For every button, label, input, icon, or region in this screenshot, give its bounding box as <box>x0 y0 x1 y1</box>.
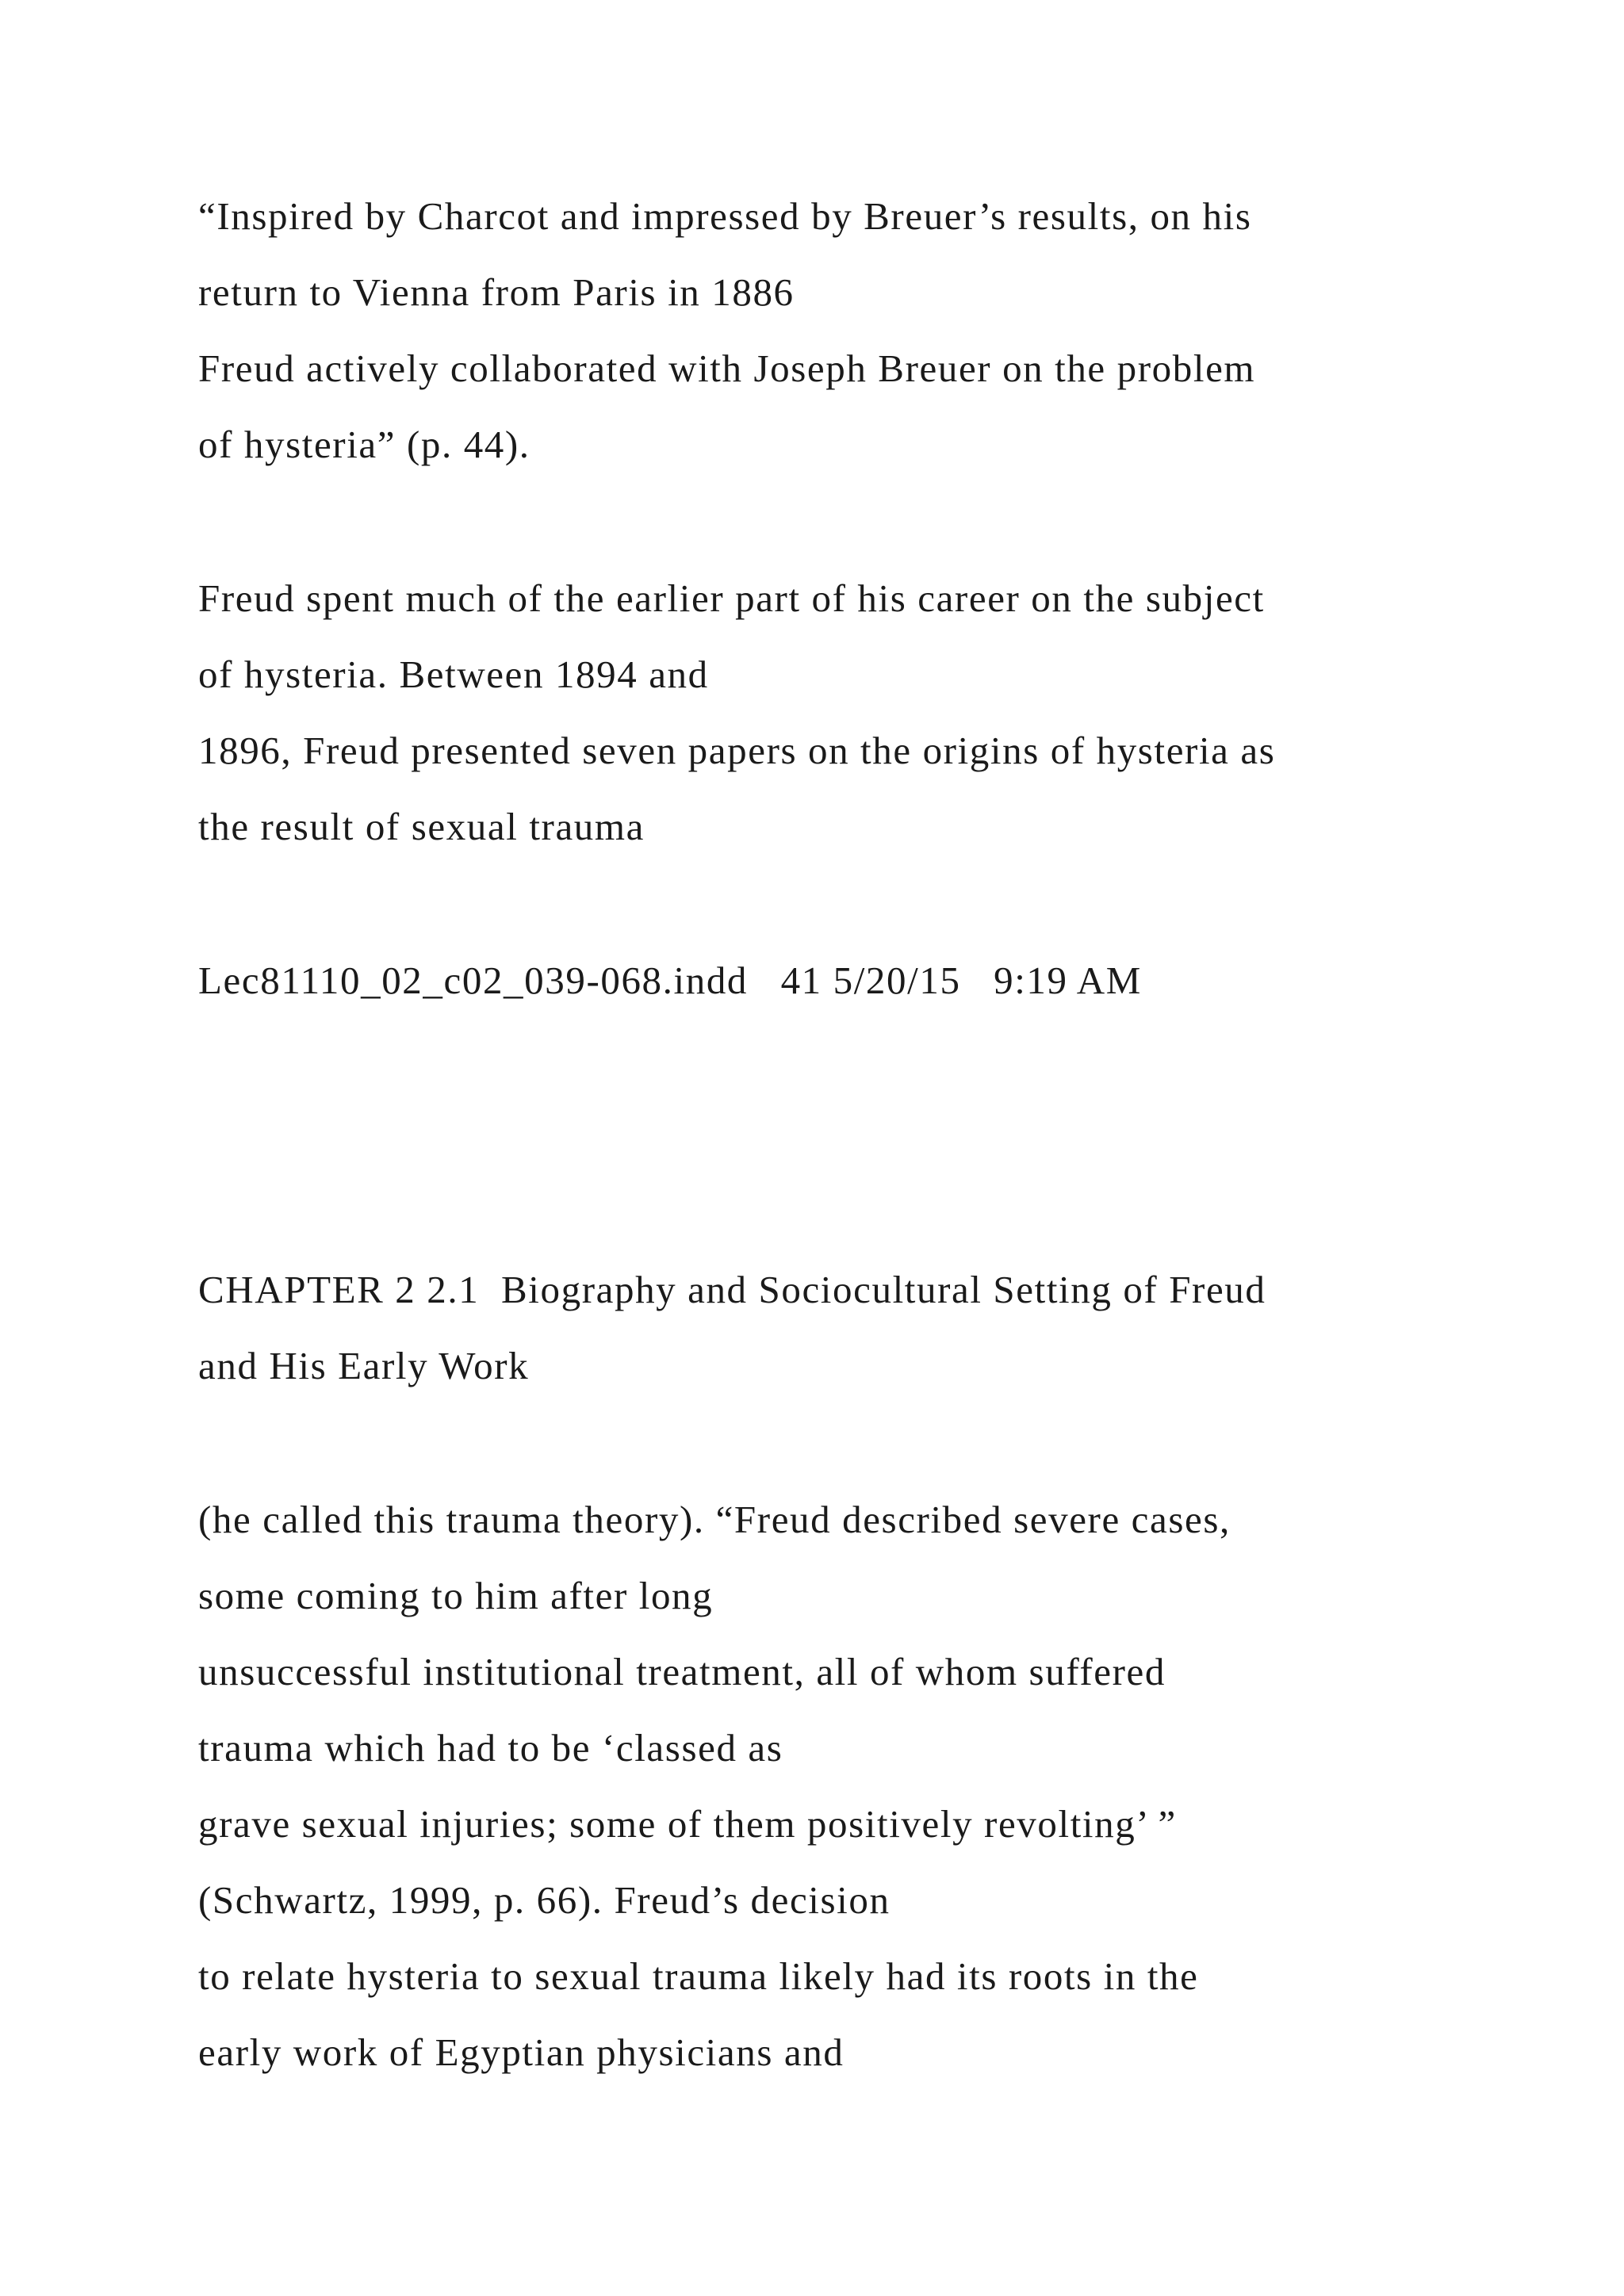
text-line: Freud spent much of the earlier part of his career on the subject <box>198 576 1265 620</box>
text-line: trauma which had to be ‘classed as <box>198 1726 783 1770</box>
text-line: Freud actively collaborated with Joseph Breuer on the problem <box>198 346 1256 390</box>
text-line: early work of Egyptian physicians and <box>198 2030 845 2074</box>
text-line: unsuccessful institutional treatment, all of whom suffered <box>198 1650 1166 1693</box>
text-line: (Schwartz, 1999, p. 66). Freud’s decision <box>198 1878 891 1922</box>
text-line: of hysteria. Between 1894 and <box>198 652 709 696</box>
text-line: return to Vienna from Paris in 1886 <box>198 270 795 314</box>
text-line: (he called this trauma theory). “Freud described severe cases, <box>198 1498 1231 1541</box>
text-line: to relate hysteria to sexual trauma likely had its roots in the <box>198 1954 1199 1998</box>
text-line: grave sexual injuries; some of them positively revolting’ ” <box>198 1802 1177 1846</box>
text-line: 1896, Freud presented seven papers on the origins of hysteria as <box>198 729 1276 772</box>
text-line: “Inspired by Charcot and impressed by Breuer’s results, on his <box>198 194 1252 238</box>
chapter-heading-line: CHAPTER 2 2.1 Biography and Sociocultural Setting of Freud <box>198 1268 1266 1311</box>
text-line: of hysteria” (p. 44). <box>198 423 530 466</box>
chapter-heading-line: and His Early Work <box>198 1344 530 1387</box>
text-line: the result of sexual trauma <box>198 805 645 848</box>
text-line: some coming to him after long <box>198 1574 714 1617</box>
file-slug: Lec81110_02_c02_039-068.indd 41 5/20/15 9:19 AM <box>198 959 1142 1002</box>
